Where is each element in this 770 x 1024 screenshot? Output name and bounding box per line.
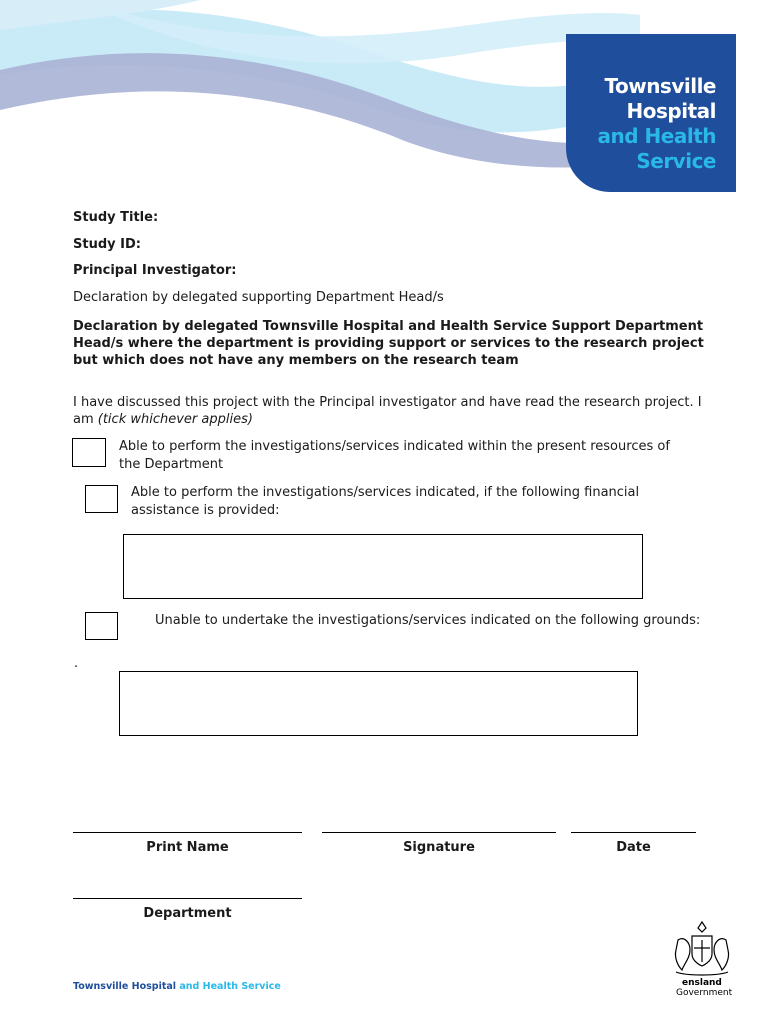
study-title-label: Study Title: <box>73 210 159 225</box>
intro-text: I have discussed this project with the Principal investigator and have read the research project. I am <box>73 395 702 427</box>
thhs-logo <box>566 34 736 192</box>
signature-line[interactable] <box>322 832 556 833</box>
logo-line-4: Service <box>636 149 716 173</box>
grounds-field[interactable] <box>119 671 638 736</box>
principal-investigator-label: Principal Investigator: <box>73 263 237 278</box>
department-label: Department <box>143 906 232 921</box>
print-name-label: Print Name <box>146 840 229 855</box>
footer-name: Townsville Hospital <box>73 981 177 992</box>
gov-line-1: ensland <box>682 978 722 988</box>
option-1-label: Able to perform the investigations/services indicated within the present resources of the Department <box>119 439 670 472</box>
department-line[interactable] <box>73 898 302 899</box>
footer-org-name <box>73 981 281 992</box>
option-2-checkbox[interactable] <box>85 485 118 513</box>
signature-label: Signature <box>403 840 475 855</box>
intro-italic: (tick whichever applies) <box>97 412 253 427</box>
option-3-checkbox[interactable] <box>85 612 118 640</box>
date-label: Date <box>616 840 651 855</box>
declaration-heading: Declaration by delegated Townsville Hospital and Health Service Support Department Head/s where the department is providing support or services to the research project but which does not have any members on the research team <box>73 319 704 368</box>
option-1-checkbox[interactable] <box>72 438 106 467</box>
stray-mark: . <box>74 656 79 671</box>
gov-line-2: Government <box>676 988 733 998</box>
logo-line-3: and Health <box>597 124 716 148</box>
logo-line-2: Hospital <box>626 99 716 123</box>
logo-line-1: Townsville <box>604 74 716 98</box>
intro-paragraph <box>73 394 713 428</box>
footer-sub: and Health Service <box>176 981 281 992</box>
queensland-government-text <box>676 978 732 998</box>
date-line[interactable] <box>571 832 696 833</box>
option-3-label: Unable to undertake the investigations/services indicated on the following grounds: <box>155 613 701 628</box>
financial-assistance-field[interactable] <box>123 534 643 599</box>
study-id-label: Study ID: <box>73 237 141 252</box>
option-2-label: Able to perform the investigations/services indicated, if the following financial assistance is provided: <box>131 485 640 518</box>
print-name-line[interactable] <box>73 832 302 833</box>
declaration-subtitle: Declaration by delegated supporting Department Head/s <box>73 290 444 305</box>
